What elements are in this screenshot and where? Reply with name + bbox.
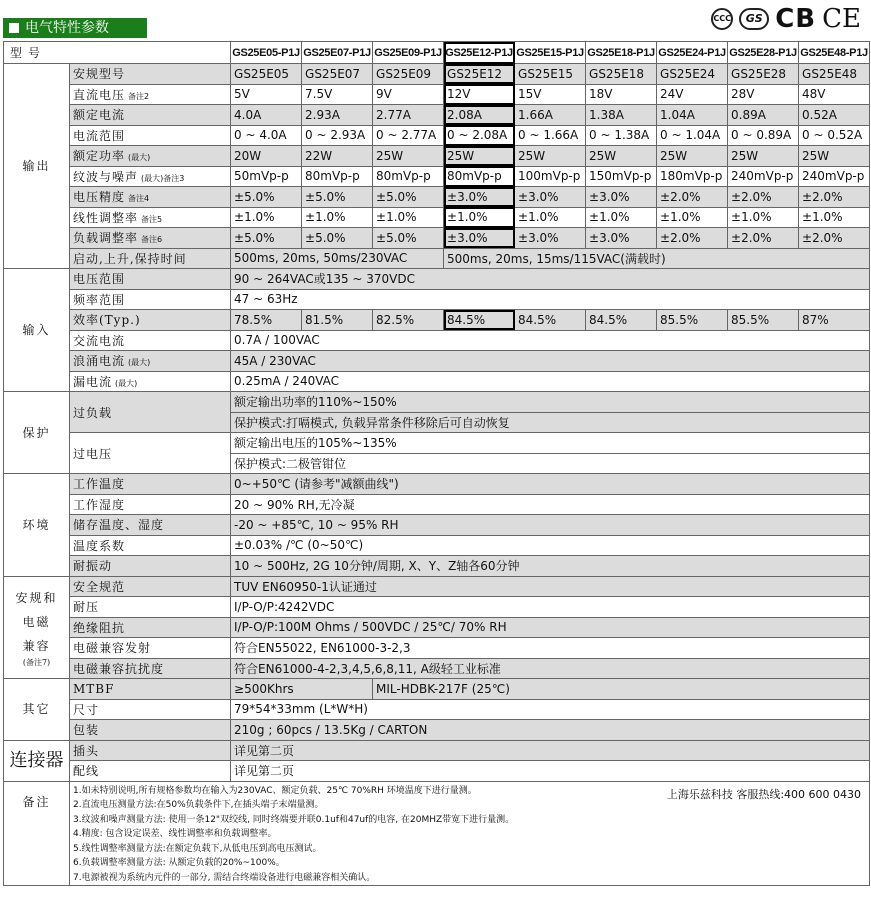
model-header: GS25E15-P1J	[515, 42, 586, 64]
spec-value: GS25E09	[373, 64, 444, 85]
spec-value: 1.38A	[586, 105, 657, 126]
row-label	[70, 761, 231, 782]
environment-value: 10 ~ 500Hz, 2G 10分钟/周期, X、Y、Z轴各60分钟	[231, 556, 870, 577]
row-label-text: 工作温度	[73, 477, 126, 492]
spec-value: GS25E48	[799, 64, 870, 85]
row-label-text: 安全规范	[73, 579, 126, 594]
note-line: 1.如未特别说明,所有规格参数均在输入为230VAC、额定负载、25℃ 70%RH 环境温度下进行量测。	[73, 785, 477, 796]
spec-value: ±2.0%	[799, 187, 870, 208]
row-label-text: 耐压	[73, 600, 100, 615]
note-line: 2.直流电压测量方法:在50%负载条件下,在插头端子末端量测。	[73, 800, 324, 810]
spec-value: ±2.0%	[657, 187, 728, 208]
input-value: 0.7A / 100VAC	[231, 330, 870, 351]
row-label-note: (最大)	[128, 358, 151, 368]
efficiency-value: 84.5%	[515, 310, 586, 331]
table-row	[4, 351, 870, 372]
model-header: GS25E07-P1J	[302, 42, 373, 64]
input-value: 0.25mA / 240VAC	[231, 371, 870, 392]
spec-value: 2.77A	[373, 105, 444, 126]
spec-value: 80mVp-p	[373, 166, 444, 187]
spec-value: GS25E05	[231, 64, 302, 85]
row-label	[70, 105, 231, 126]
table-row	[4, 658, 870, 679]
input-value: 47 ~ 63Hz	[231, 289, 870, 310]
spec-value: ±1.0%	[586, 207, 657, 228]
note-line: 5.线性调整率测量方法:在额定负载下,从低电压到高电压测试。	[73, 843, 322, 854]
spec-value: GS25E28	[728, 64, 799, 85]
spec-value: 25W	[373, 146, 444, 167]
efficiency-value: 84.5%	[586, 310, 657, 331]
row-label-note: (最大)	[128, 153, 151, 163]
category-safety	[4, 576, 70, 679]
spec-value: ±1.0%	[799, 207, 870, 228]
spec-value: GS25E15	[515, 64, 586, 85]
row-label-text: 电压精度	[73, 190, 126, 205]
spec-value: 48V	[799, 84, 870, 105]
section-title-bar	[3, 18, 147, 38]
row-label	[70, 638, 231, 659]
note-line: 6.负载调整率测量方法: 从额定负载的20%~100%。	[73, 858, 285, 868]
spec-value: ±5.0%	[373, 187, 444, 208]
spec-value: ±3.0%	[586, 228, 657, 249]
spec-value: GS25E07	[302, 64, 373, 85]
model-header: GS25E28-P1J	[728, 42, 799, 64]
row-label	[70, 699, 231, 720]
protection-mode: 保护模式:打嗝模式, 负载异常条件移除后可自动恢复	[231, 412, 870, 433]
row-label-text: 负载调整率	[73, 231, 139, 246]
table-row	[4, 84, 870, 105]
table-row	[4, 740, 870, 761]
spec-value: 240mVp-p	[799, 166, 870, 187]
table-row	[4, 42, 870, 64]
cb-logo-icon: CB	[775, 4, 817, 34]
spec-value: ±5.0%	[231, 187, 302, 208]
row-label	[70, 392, 231, 433]
category-line: 电磁	[22, 615, 51, 630]
table-row	[4, 330, 870, 351]
table-row	[4, 515, 870, 536]
page-header	[0, 0, 871, 40]
row-label	[70, 597, 231, 618]
spec-value: ±3.0%	[444, 228, 515, 249]
row-label-text: 漏电流	[73, 374, 113, 389]
spec-value: 80mVp-p	[444, 166, 515, 187]
row-label	[70, 248, 231, 269]
environment-value: 20 ~ 90% RH,无冷凝	[231, 494, 870, 515]
startup-value-115: 500ms, 20ms, 15ms/115VAC(满载时)	[444, 248, 870, 269]
environment-value: -20 ~ +85℃, 10 ~ 95% RH	[231, 515, 870, 536]
efficiency-value: 85.5%	[728, 310, 799, 331]
spec-value: 1.04A	[657, 105, 728, 126]
spec-value: GS25E12	[444, 64, 515, 85]
table-row	[4, 761, 870, 782]
table-row	[4, 638, 870, 659]
connector-value: 详见第二页	[231, 761, 870, 782]
spec-value: 4.0A	[231, 105, 302, 126]
environment-value: ±0.03% /℃ (0~50℃)	[231, 535, 870, 556]
row-label	[70, 207, 231, 228]
table-row	[4, 699, 870, 720]
spec-value: 25W	[728, 146, 799, 167]
row-label-text: 频率范围	[73, 292, 126, 307]
category-environment: 环境	[4, 474, 70, 577]
row-label-text: 工作湿度	[73, 497, 126, 512]
mtbf-value: ≥500Khrs	[231, 679, 373, 700]
table-row	[4, 269, 870, 290]
table-row	[4, 371, 870, 392]
spec-value: ±1.0%	[373, 207, 444, 228]
row-label	[70, 474, 231, 495]
efficiency-value: 82.5%	[373, 310, 444, 331]
packing-value: 210g ; 60pcs / 13.5Kg / CARTON	[231, 720, 870, 741]
spec-value: 0 ~ 1.38A	[586, 125, 657, 146]
table-row	[4, 392, 870, 413]
category-connector: 连接器	[4, 740, 70, 781]
model-label: 型号	[4, 42, 231, 64]
row-label-note: 备注4	[128, 194, 150, 204]
spec-value: ±1.0%	[444, 207, 515, 228]
row-label-text: 温度系数	[73, 538, 126, 553]
row-label-text: MTBF	[73, 681, 115, 696]
spec-value: 2.93A	[302, 105, 373, 126]
row-label-text: 直流电压	[73, 87, 126, 102]
spec-value: ±5.0%	[302, 228, 373, 249]
notes-cell	[70, 781, 870, 886]
row-label	[70, 658, 231, 679]
row-label	[70, 166, 231, 187]
spec-value: 18V	[586, 84, 657, 105]
spec-value: 1.66A	[515, 105, 586, 126]
row-label-text: 线性调整率	[73, 210, 139, 225]
protection-value: 额定输出电压的105%~135%	[231, 433, 870, 454]
environment-value: 0~+50℃ (请参考"减额曲线")	[231, 474, 870, 495]
spec-value: 0 ~ 4.0A	[231, 125, 302, 146]
row-label-text: 尺寸	[73, 702, 100, 717]
row-label-note: 备注5	[141, 214, 163, 224]
spec-value: 25W	[799, 146, 870, 167]
row-label	[70, 269, 231, 290]
row-label	[70, 289, 231, 310]
category-line: 兼容	[22, 639, 51, 654]
safety-value: I/P-O/P:100M Ohms / 500VDC / 25℃/ 70% RH	[231, 617, 870, 638]
section-title: 电气特性参数	[25, 20, 109, 36]
row-label	[70, 679, 231, 700]
row-label	[70, 740, 231, 761]
spec-value: 0 ~ 0.89A	[728, 125, 799, 146]
input-value: 90 ~ 264VAC或135 ~ 370VDC	[231, 269, 870, 290]
spec-value: ±3.0%	[515, 228, 586, 249]
row-label-text: 安规型号	[73, 67, 126, 82]
square-bullet-icon	[9, 23, 19, 33]
spec-value: ±5.0%	[302, 187, 373, 208]
spec-table	[3, 41, 870, 886]
safety-value: TUV EN60950-1认证通过	[231, 576, 870, 597]
spec-value: 80mVp-p	[302, 166, 373, 187]
spec-value: 9V	[373, 84, 444, 105]
row-label	[70, 576, 231, 597]
protection-value: 额定输出功率的110%~150%	[231, 392, 870, 413]
row-label-text: 包装	[73, 723, 100, 738]
spec-value: ±3.0%	[444, 187, 515, 208]
efficiency-value: 87%	[799, 310, 870, 331]
spec-value: ±1.0%	[657, 207, 728, 228]
spec-value: 28V	[728, 84, 799, 105]
table-row	[4, 228, 870, 249]
table-row	[4, 679, 870, 700]
table-row	[4, 720, 870, 741]
model-header: GS25E12-P1J	[444, 42, 515, 64]
protection-mode: 保护模式:二极管钳位	[231, 453, 870, 474]
spec-value: ±5.0%	[373, 228, 444, 249]
spec-value: 150mVp-p	[586, 166, 657, 187]
spec-value: 5V	[231, 84, 302, 105]
row-label-text: 效率(Typ.)	[73, 313, 141, 328]
spec-value: ±1.0%	[302, 207, 373, 228]
spec-value: 25W	[586, 146, 657, 167]
spec-value: 0 ~ 2.93A	[302, 125, 373, 146]
efficiency-value: 81.5%	[302, 310, 373, 331]
spec-value: 0 ~ 0.52A	[799, 125, 870, 146]
spec-value: 20W	[231, 146, 302, 167]
row-label	[70, 228, 231, 249]
note-line: 7.电源被视为系统内元件的一部分, 需结合终端设备进行电磁兼容相关确认。	[73, 872, 376, 883]
table-row	[4, 105, 870, 126]
spec-value: 2.08A	[444, 105, 515, 126]
spec-value: ±2.0%	[657, 228, 728, 249]
row-label	[70, 617, 231, 638]
model-header: GS25E24-P1J	[657, 42, 728, 64]
safety-value: I/P-O/P:4242VDC	[231, 597, 870, 618]
spec-value: 7.5V	[302, 84, 373, 105]
row-label-text: 浪涌电流	[73, 354, 126, 369]
spec-value: ±2.0%	[799, 228, 870, 249]
efficiency-value: 78.5%	[231, 310, 302, 331]
row-label	[70, 310, 231, 331]
row-label-text: 额定电流	[73, 108, 126, 123]
safety-value: 符合EN55022, EN61000-3-2,3	[231, 638, 870, 659]
row-label	[70, 125, 231, 146]
spec-value: 24V	[657, 84, 728, 105]
row-label-text: 储存温度、湿度	[73, 518, 165, 533]
efficiency-value: 85.5%	[657, 310, 728, 331]
table-row	[4, 289, 870, 310]
spec-value: 0 ~ 1.66A	[515, 125, 586, 146]
table-row	[4, 248, 870, 269]
customer-hotline: 上海乐兹科技 客服热线:400 600 0430	[666, 787, 862, 801]
table-row	[4, 781, 870, 886]
row-label	[70, 64, 231, 85]
model-header: GS25E18-P1J	[586, 42, 657, 64]
row-label	[70, 515, 231, 536]
spec-value: ±2.0%	[728, 187, 799, 208]
table-row	[4, 207, 870, 228]
mtbf-standard: MIL-HDBK-217F (25℃)	[373, 679, 870, 700]
row-label	[70, 351, 231, 372]
row-label-note: (最大)备注3	[141, 173, 185, 183]
row-label	[70, 187, 231, 208]
note-line: 4.精度: 包含设定误差、线性调整率和负载调整率。	[73, 829, 277, 839]
efficiency-value: 84.5%	[444, 310, 515, 331]
row-label	[70, 433, 231, 474]
spec-value: 0 ~ 2.08A	[444, 125, 515, 146]
spec-value: 50mVp-p	[231, 166, 302, 187]
row-label	[70, 146, 231, 167]
spec-value: ±1.0%	[515, 207, 586, 228]
spec-value: ±1.0%	[728, 207, 799, 228]
row-label-text: 启动,上升,保持时间	[73, 251, 187, 266]
table-row	[4, 494, 870, 515]
row-label-text: 绝缘阻抗	[73, 620, 126, 635]
gs-logo-icon: GS	[739, 8, 769, 30]
note-line: 3.纹波和噪声测量方法: 使用一条12"双绞线, 同时终端要并联0.1uf和47uf的电容, 在20MHZ带宽下进行量测。	[73, 814, 515, 825]
spec-value: GS25E24	[657, 64, 728, 85]
row-label-text: 纹波与噪声	[73, 169, 139, 184]
row-label-text: 过负载	[73, 405, 113, 420]
row-label	[70, 494, 231, 515]
row-label-text: 插头	[73, 743, 100, 758]
table-row	[4, 166, 870, 187]
category-others: 其它	[4, 679, 70, 741]
category-note: (备注7)	[22, 658, 51, 668]
row-label-text: 电磁兼容抗扰度	[73, 661, 165, 676]
row-label-text: 额定功率	[73, 149, 126, 164]
spec-value: ±3.0%	[515, 187, 586, 208]
spec-value: 12V	[444, 84, 515, 105]
table-row	[4, 474, 870, 495]
row-label-text: 配线	[73, 764, 100, 779]
row-label-text: 交流电流	[73, 333, 126, 348]
safety-value: 符合EN61000-4-2,3,4,5,6,8,11, A级轻工业标准	[231, 658, 870, 679]
table-row	[4, 125, 870, 146]
input-value: 45A / 230VAC	[231, 351, 870, 372]
model-header: GS25E05-P1J	[231, 42, 302, 64]
table-row	[4, 535, 870, 556]
spec-value: 22W	[302, 146, 373, 167]
row-label	[70, 556, 231, 577]
table-row	[4, 433, 870, 454]
certification-logos	[711, 4, 861, 34]
table-row	[4, 597, 870, 618]
row-label-text: 耐振动	[73, 559, 113, 574]
row-label-text: 电磁兼容发射	[73, 641, 152, 656]
spec-value: 25W	[515, 146, 586, 167]
table-row	[4, 556, 870, 577]
row-label	[70, 330, 231, 351]
spec-value: 0 ~ 1.04A	[657, 125, 728, 146]
spec-value: 240mVp-p	[728, 166, 799, 187]
row-label-note: (最大)	[115, 378, 138, 388]
spec-value: 100mVp-p	[515, 166, 586, 187]
spec-value: 0 ~ 2.77A	[373, 125, 444, 146]
table-row	[4, 310, 870, 331]
table-row	[4, 187, 870, 208]
spec-value: 15V	[515, 84, 586, 105]
row-label	[70, 84, 231, 105]
spec-value: ±2.0%	[728, 228, 799, 249]
row-label	[70, 535, 231, 556]
row-label-text: 电压范围	[73, 272, 126, 287]
spec-value: 25W	[657, 146, 728, 167]
spec-value: ±3.0%	[586, 187, 657, 208]
row-label-text: 过电压	[73, 446, 113, 461]
category-protection: 保护	[4, 392, 70, 474]
table-row	[4, 146, 870, 167]
row-label-note: 备注6	[141, 235, 163, 245]
category-output: 输出	[4, 64, 70, 269]
connector-value: 详见第二页	[231, 740, 870, 761]
row-label	[70, 371, 231, 392]
model-header: GS25E09-P1J	[373, 42, 444, 64]
spec-value: 180mVp-p	[657, 166, 728, 187]
table-row	[4, 617, 870, 638]
ccc-logo-icon: CCC	[711, 8, 733, 30]
row-label-text: 电流范围	[73, 128, 126, 143]
table-row	[4, 64, 870, 85]
table-row	[4, 576, 870, 597]
row-label-note: 备注2	[128, 91, 150, 101]
spec-value: ±1.0%	[231, 207, 302, 228]
size-value: 79*54*33mm (L*W*H)	[231, 699, 870, 720]
spec-value: GS25E18	[586, 64, 657, 85]
spec-value: ±5.0%	[231, 228, 302, 249]
category-input: 输入	[4, 269, 70, 392]
ce-logo-icon: CE	[822, 4, 861, 34]
category-line: 安规和	[15, 591, 58, 606]
row-label	[70, 720, 231, 741]
category-notes: 备注	[4, 781, 70, 886]
spec-value: 0.52A	[799, 105, 870, 126]
spec-value: 25W	[444, 146, 515, 167]
startup-value-230: 500ms, 20ms, 50ms/230VAC	[231, 248, 444, 269]
spec-value: 0.89A	[728, 105, 799, 126]
model-header: GS25E48-P1J	[799, 42, 870, 64]
